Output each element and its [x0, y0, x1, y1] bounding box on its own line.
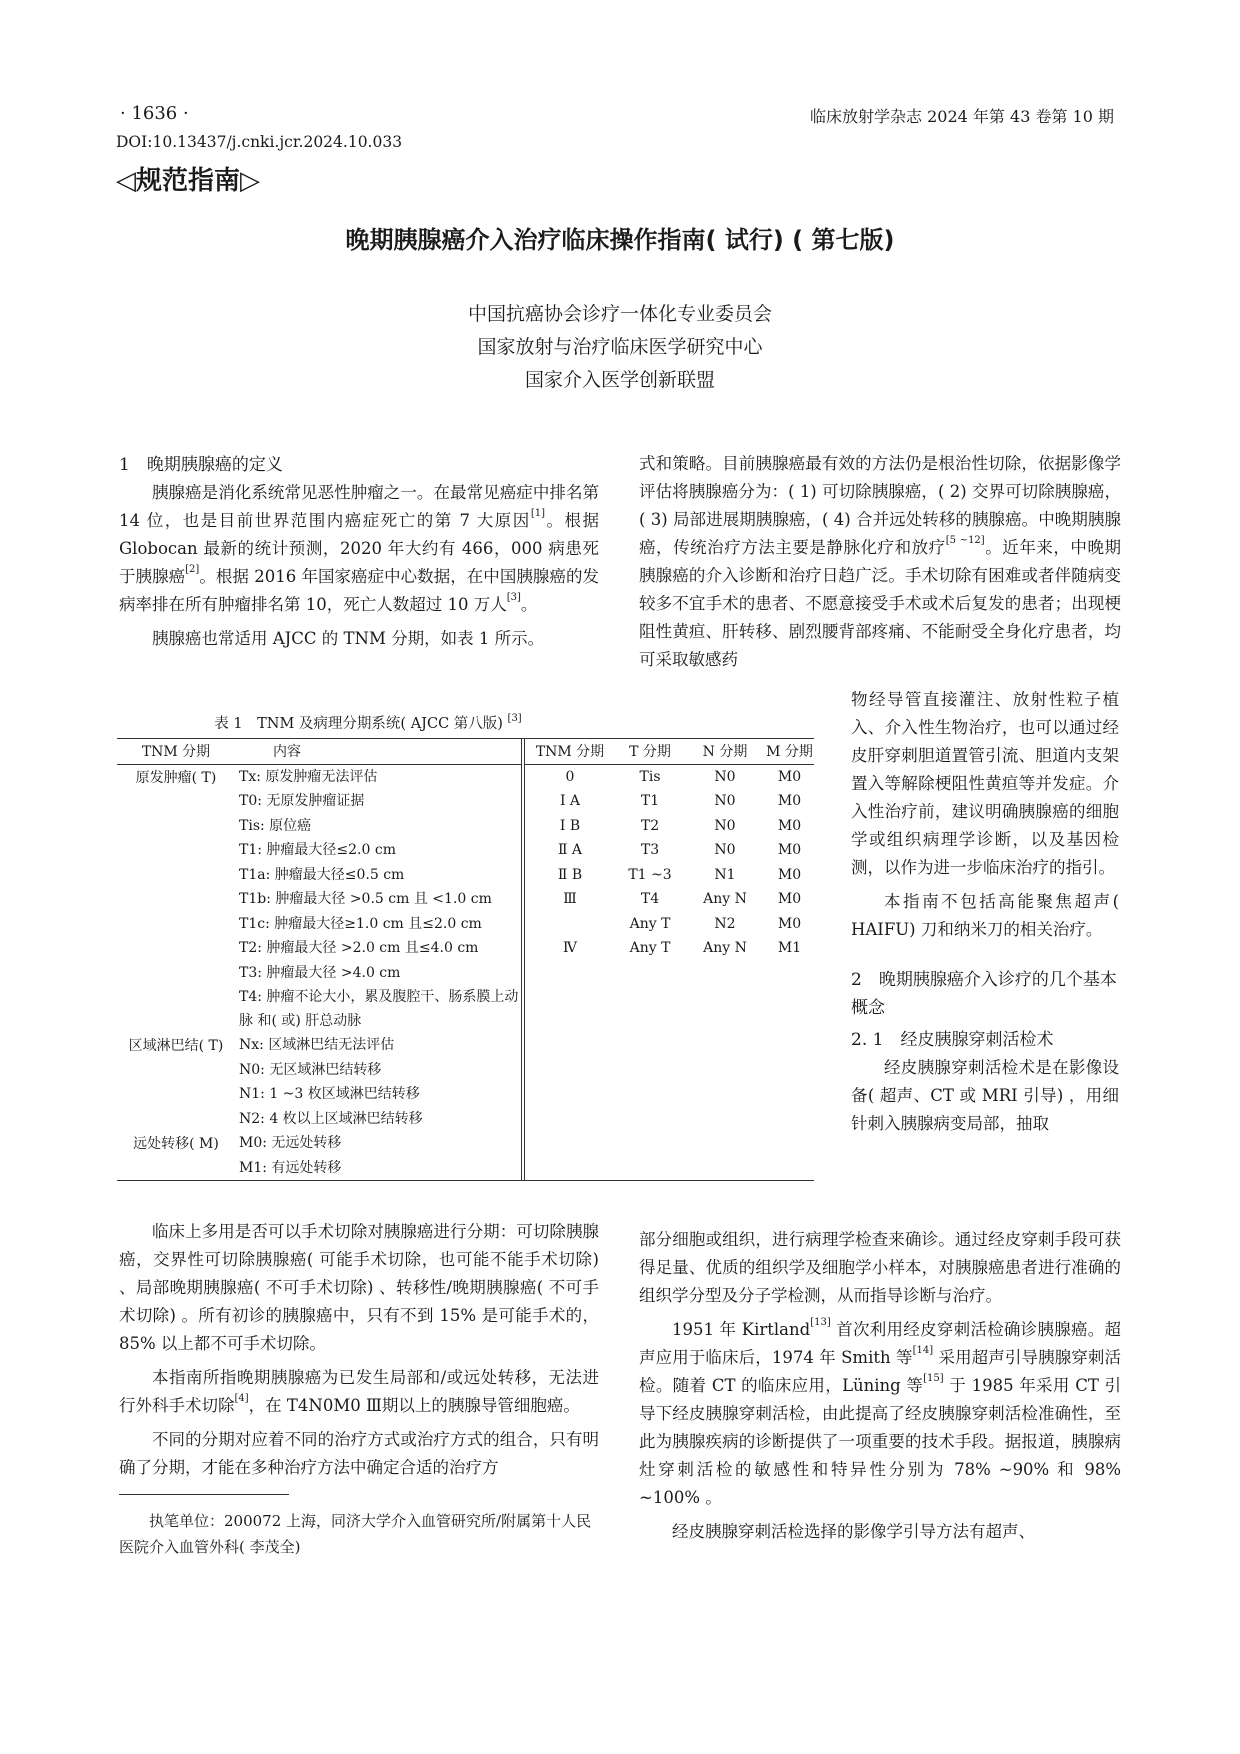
table-cell: T4 [640, 891, 660, 908]
table-cell [117, 936, 235, 961]
table-cell: Ⅳ [563, 940, 577, 957]
table-cell [117, 1156, 235, 1181]
footnote-rule [119, 1494, 289, 1495]
table-cell: T3 [640, 842, 660, 859]
left-column-top [119, 451, 599, 653]
right-paragraph-1: 式和策略。目前胰腺癌最有效的方法仍是根治性切除，依据影像学评估将胰腺癌分为：( 1) 可切除胰腺癌，( 2) 交界可切除胰腺癌，( 3) 局部进展期胰腺癌，( 4) 合并远处转移的胰腺癌。中晚期胰腺癌，传统治疗方法主要是静脉化疗和放疗[5 ~12]。近年来，中晚期胰腺癌的介入诊断和治疗日趋广泛。手术切除有困难或者伴随病变较多不宜手术的患者、不愿意接受手术或术后复发的患者；出现梗阻性黄疸、肝转移、剧烈腰背部疼痛、不能耐受全身化疗患者，均可采取敏感药 [639, 454, 1122, 669]
table-cell: M0: 无远处转移 [235, 1131, 523, 1156]
table-cell [117, 985, 235, 1033]
table-cell [685, 1131, 765, 1156]
table-cell: T1a: 肿瘤最大径≤0.5 cm [235, 863, 523, 888]
table-cell [523, 1156, 615, 1181]
table-row [117, 985, 814, 1033]
authors [0, 298, 1240, 397]
table-cell: Ⅱ B [557, 866, 583, 883]
table-cell: 0 [565, 768, 575, 785]
table-cell [615, 961, 685, 986]
table-row [117, 838, 814, 863]
table-cell: M1: 有远处转移 [235, 1156, 523, 1181]
table-cell: T1c: 肿瘤最大径≥1.0 cm 且≤2.0 cm [235, 912, 523, 937]
table-cell: T3: 肿瘤最大径 >4.0 cm [235, 961, 523, 986]
table-row [117, 1033, 814, 1058]
table-cell [615, 1058, 685, 1083]
right-paragraph-4: 1951 年 Kirtland[13] 首次利用经皮穿刺活检确诊胰腺癌。超声应用于临床后，1974 年 Smith 等[14] 采用超声引导胰腺穿刺活检。随着 CT 的临床应用，Lüning 等[15] 于 1985 年采用 CT 引导下经皮胰腺穿刺活检，由此提高了经皮胰腺穿刺活检准确性，至此为胰腺疾病的诊断提供了一项重要的技术手段。据报道，胰腺病灶穿刺活检的敏感性和特异性分别为 78% ~90% 和 98% ~100% 。 [639, 1317, 1122, 1507]
left-paragraph-1: 临床上多用是否可以手术切除对胰腺癌进行分期：可切除胰腺癌，交界性可切除胰腺癌( 可能手术切除，也可能不能手术切除) 、局部晚期胰腺癌( 不可手术切除) 、转移性/晚期胰腺癌( 不可手术切除) 。所有初诊的胰腺癌中，只有不到 15% 是可能手术的，85% 以上都不可手术切除。 [119, 1222, 599, 1353]
table-cell [523, 961, 615, 986]
col-header: TNM 分期 [141, 744, 211, 761]
table-row [117, 912, 814, 937]
table-cell: Any T [629, 915, 671, 932]
table-cell [523, 1107, 615, 1132]
table-cell: Tis [639, 768, 661, 785]
table-cell: T2: 肿瘤最大径 >2.0 cm 且≤4.0 cm [235, 936, 523, 961]
table-cell: M0 [777, 817, 802, 834]
table-cell: N1: 1 ~3 枚区域淋巴结转移 [235, 1082, 523, 1107]
table-cell: M0 [777, 768, 802, 785]
table-cell: M0 [777, 842, 802, 859]
table-row [117, 1058, 814, 1083]
table-row [117, 1107, 814, 1132]
table-cell [117, 789, 235, 814]
page-number: · 1636 · [120, 103, 189, 124]
table-cell [117, 863, 235, 888]
table-cell [765, 1156, 814, 1181]
table-cell [117, 887, 235, 912]
table-cell: N0 [714, 842, 736, 859]
table-cell: N1 [714, 866, 736, 883]
table-cell: Ⅲ [563, 891, 577, 908]
table-cell [117, 1058, 235, 1083]
table-cell [765, 1033, 814, 1058]
author-3: 国家介入医学创新联盟 [524, 369, 715, 391]
table-cell [765, 1107, 814, 1132]
sec1-paragraph-1: 胰腺癌是消化系统常见恶性肿瘤之一。在最常见癌症中排名第 14 位，也是目前世界范围内癌症死亡的第 7 大原因[1]。根据 Globocan 最新的统计预测，2020 年大约有 466，000 病患死于胰腺癌[2]。根据 2016 年国家癌症中心数据，在中国胰腺癌的发病率排在所有肿瘤排名第 10，死亡人数超过 10 万人[3]。 [119, 483, 599, 614]
table-cell: 区域淋巴结( T) [128, 1038, 224, 1055]
table-row [117, 1082, 814, 1107]
table-row [117, 936, 814, 961]
table-cell [685, 1033, 765, 1058]
table-cell: T1 ~3 [628, 866, 672, 883]
table-cell [523, 1082, 615, 1107]
table-cell: N0: 无区域淋巴结转移 [235, 1058, 523, 1083]
table-cell [765, 1082, 814, 1107]
table-cell [523, 1033, 615, 1058]
table-cell: Tis: 原位癌 [235, 814, 523, 839]
table-row [117, 863, 814, 888]
right-paragraph-1-continued: 物经导管直接灌注、放射性粒子植入、介入性生物治疗，也可以通过经皮肝穿刺胆道置管引流、胆道内支架置入等解除梗阻性黄疸等并发症。介入性治疗前，建议明确胰腺癌的细胞学或组织病理学诊断，以及基因检测，以作为进一步临床治疗的指引。 [851, 690, 1119, 877]
left-column-bottom [119, 1218, 599, 1482]
category-label: ◁规范指南▷ [116, 166, 260, 196]
table-cell [615, 1107, 685, 1132]
table-cell [523, 985, 615, 1033]
table-row [117, 789, 814, 814]
right-paragraph-3: 经皮胰腺穿刺活检术是在影像设备( 超声、CT 或 MRI 引导) ，用细针刺入胰腺病变局部，抽取 [851, 1058, 1119, 1133]
table-cell: Ⅱ A [557, 842, 583, 859]
table-cell [685, 1156, 765, 1181]
doi[interactable]: DOI:10.13437/j.cnki.jcr.2024.10.033 [116, 133, 403, 151]
table-cell: Ⅰ B [559, 817, 581, 834]
right-paragraph-5: 经皮胰腺穿刺活检选择的影像学引导方法有超声、 [672, 1522, 1035, 1541]
col-header: TNM 分期 [535, 744, 605, 761]
table-row [117, 961, 814, 986]
table-row [117, 887, 814, 912]
table-row [117, 814, 814, 839]
col-header: T 分期 [629, 744, 671, 761]
table-cell: N2: 4 枚以上区域淋巴结转移 [235, 1107, 523, 1132]
table-cell [523, 1131, 615, 1156]
table-row [117, 1156, 814, 1181]
table-cell: M0 [777, 915, 802, 932]
footnote: 执笔单位：200072 上海，同济大学介入血管研究所/附属第十人民医院介入血管外科( 李茂全) [119, 1512, 592, 1556]
table-cell [685, 985, 765, 1033]
table-cell: T0: 无原发肿瘤证据 [235, 789, 523, 814]
table-cell: N0 [714, 817, 736, 834]
table-cell [685, 1107, 765, 1132]
table-cell [117, 961, 235, 986]
right-column-bottom [639, 1226, 1121, 1546]
table-cell: Nx: 区域淋巴结无法评估 [235, 1033, 523, 1058]
left-paragraph-3: 不同的分期对应着不同的治疗方式或治疗方式的组合，只有明确了分期，才能在多种治疗方法中确定合适的治疗方 [119, 1430, 599, 1477]
sec1-paragraph-2: 胰腺癌也常适用 AJCC 的 TNM 分期，如表 1 所示。 [152, 629, 545, 648]
table-cell: 远处转移( M) [133, 1136, 219, 1153]
table-cell: N0 [714, 768, 736, 785]
table-cell: T1b: 肿瘤最大径 >0.5 cm 且 <1.0 cm [235, 887, 523, 912]
table-cell: Tx: 原发肿瘤无法评估 [235, 764, 523, 789]
table-cell: T4: 肿瘤不论大小，累及腹腔干、肠系膜上动脉 和( 或) 肝总动脉 [235, 985, 523, 1033]
table-cell [765, 1131, 814, 1156]
tnm-table [117, 738, 814, 1181]
col-header: N 分期 [702, 744, 748, 761]
table-cell [615, 985, 685, 1033]
table-cell: M0 [777, 793, 802, 810]
table-cell: M0 [777, 891, 802, 908]
left-paragraph-2: 本指南所指晚期胰腺癌为已发生局部和/或远处转移，无法进行外科手术切除[4]，在 T4N0M0 Ⅲ期以上的胰腺导管细胞癌。 [119, 1368, 599, 1415]
table-cell [685, 1082, 765, 1107]
table-cell: T1: 肿瘤最大径≤2.0 cm [235, 838, 523, 863]
table-cell [117, 912, 235, 937]
table-cell: M0 [777, 866, 802, 883]
table-row [117, 1131, 814, 1156]
table-cell [765, 961, 814, 986]
table-cell: Any N [703, 891, 747, 908]
table-cell: T2 [640, 817, 660, 834]
right-paragraph-2: 本指南不包括高能聚焦超声( HAIFU) 刀和纳米刀的相关治疗。 [851, 892, 1119, 939]
table-cell [685, 1058, 765, 1083]
table-cell [523, 912, 615, 937]
col-header: M 分期 [766, 744, 813, 761]
author-1: 中国抗癌协会诊疗一体化专业委员会 [467, 303, 772, 325]
table-cell [765, 985, 814, 1033]
table-cell [615, 1131, 685, 1156]
author-2: 国家放射与治疗临床医学研究中心 [477, 336, 763, 358]
table-cell: 原发肿瘤( T) [135, 769, 217, 786]
table-cell: N0 [714, 793, 736, 810]
table-cell [117, 838, 235, 863]
journal-info: 临床放射学杂志 2024 年第 43 卷第 10 期 [810, 107, 1114, 126]
table-cell: M1 [777, 940, 802, 957]
table-cell [615, 1033, 685, 1058]
table-cell: Any N [703, 940, 747, 957]
table-cell [615, 1082, 685, 1107]
col-header: 内容 [235, 739, 523, 764]
table-cell [523, 1058, 615, 1083]
right-column-top [639, 450, 1121, 674]
article-title: 晚期胰腺癌介入治疗临床操作指南( 试行) ( 第七版) [345, 226, 895, 254]
table-cell: Ⅰ A [559, 793, 581, 810]
table-cell [117, 814, 235, 839]
table-cell: N2 [714, 915, 736, 932]
section-1-heading: 1 晚期胰腺癌的定义 [119, 455, 283, 475]
right-column-wrap [851, 686, 1119, 1138]
table-cell [615, 1156, 685, 1181]
table-cell: T1 [640, 793, 660, 810]
table-cell [685, 961, 765, 986]
table-cell: Any T [629, 940, 671, 957]
table-caption: 表 1 TNM 及病理分期系统( AJCC 第八版) [3] [214, 713, 522, 732]
section-2-1-heading: 2. 1 经皮胰腺穿刺活检术 [851, 1030, 1054, 1050]
right-paragraph-3-continued: 部分细胞或组织，进行病理学检查来确诊。通过经皮穿刺手段可获得足量、优质的组织学及细胞学小样本，对胰腺癌患者进行准确的组织学分型及分子学检测，从而指导诊断与治疗。 [639, 1230, 1121, 1305]
table-row [117, 764, 814, 789]
section-2-heading: 2 晚期胰腺癌介入诊疗的几个基本概念 [851, 970, 1117, 1018]
table-cell [765, 1058, 814, 1083]
table-cell [117, 1082, 235, 1107]
table-cell [117, 1107, 235, 1132]
